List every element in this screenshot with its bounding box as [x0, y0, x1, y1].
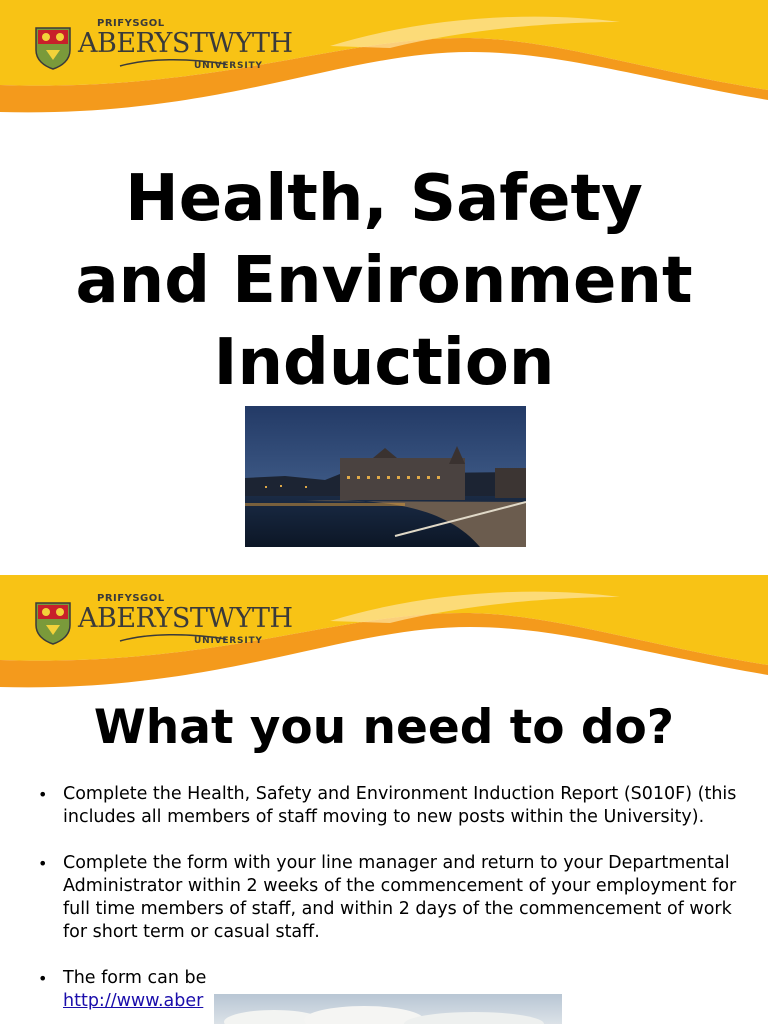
campus-photo [214, 994, 562, 1024]
bullet-icon: • [38, 785, 48, 804]
bullet-text: Complete the Health, Safety and Environment Induction Report (S010F) (this includes all members of staff moving to new posts within the University). [63, 784, 737, 827]
title-line-1: Health, Safety [125, 162, 643, 236]
list-item [38, 783, 738, 829]
crest-icon [34, 601, 72, 645]
crest-icon [34, 26, 72, 70]
slide-2 [0, 575, 768, 1024]
logo-aberystwyth: ABERYSTWYTH [78, 28, 293, 59]
title-line-2: and Environment [75, 244, 693, 318]
logo-university: UNIVERSITY [194, 61, 263, 71]
university-logo [34, 18, 293, 76]
bullet-text: The form can be [63, 968, 207, 988]
bullet-text: Complete the form with your line manager and return to your Departmental Administrator within 2 weeks of the commencement of your employment for full time members of staff, and within 2 days of the commencement of work for short term or casual staff. [63, 853, 737, 942]
bullet-icon: • [38, 969, 48, 988]
list-item [38, 852, 738, 944]
logo-prifysgol: PRIFYSGOL [97, 593, 165, 604]
logo-aberystwyth: ABERYSTWYTH [78, 603, 293, 634]
seafront-photo [245, 406, 526, 547]
bullet-icon: • [38, 854, 48, 873]
university-logo [34, 593, 293, 651]
bullet-list [38, 783, 738, 1024]
slide-title [0, 158, 768, 404]
form-link[interactable]: http://www.aber [63, 991, 204, 1011]
slide-title: What you need to do? [93, 700, 675, 755]
logo-prifysgol: PRIFYSGOL [97, 18, 165, 29]
logo-university: UNIVERSITY [194, 636, 263, 646]
title-line-3: Induction [213, 326, 555, 400]
